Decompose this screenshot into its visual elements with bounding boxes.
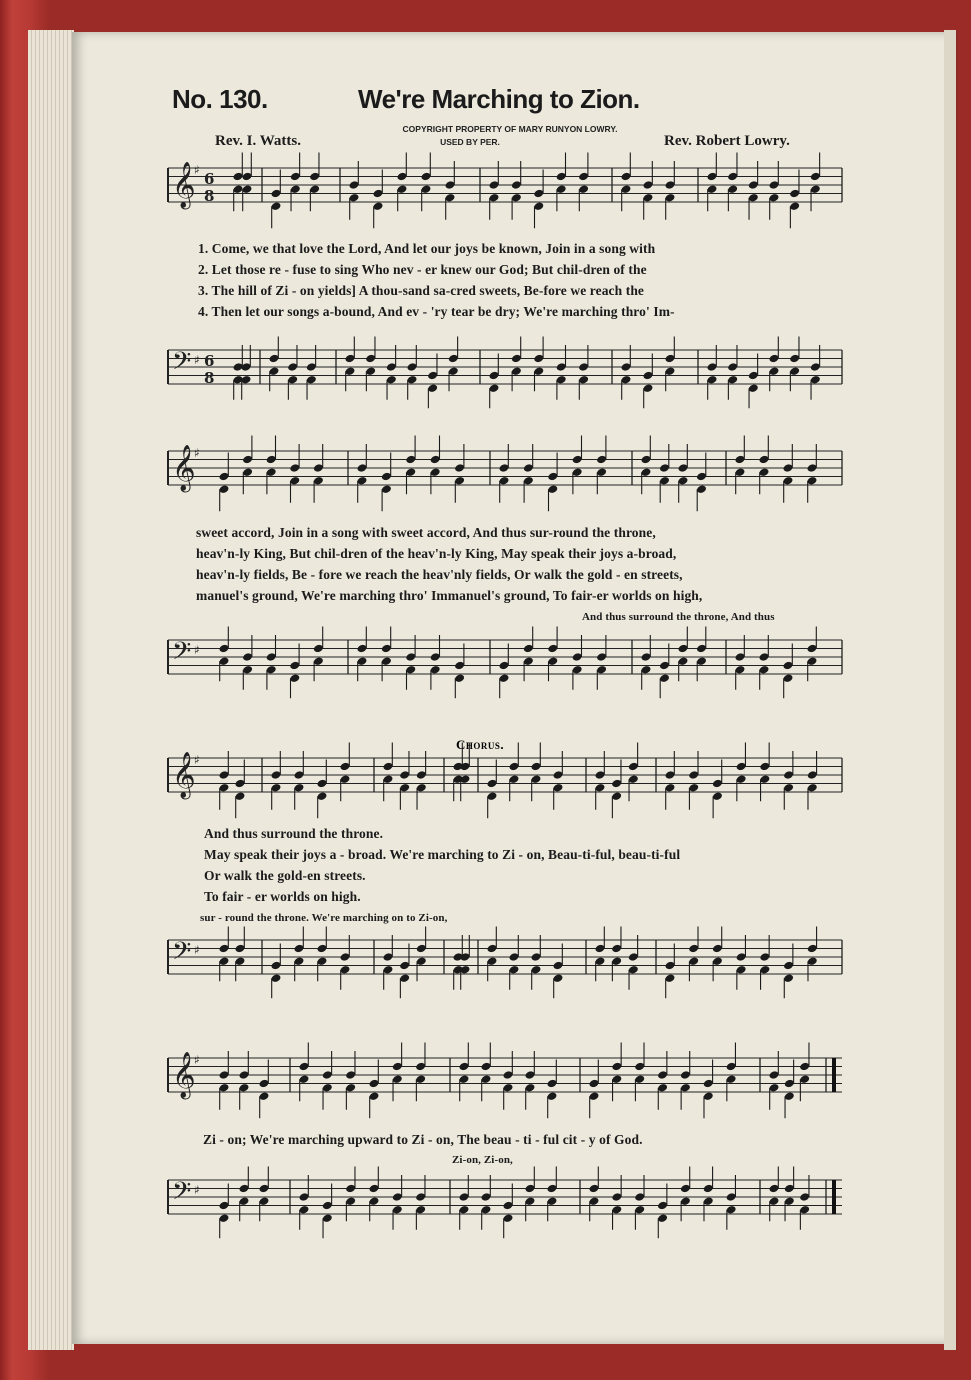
bass-cue-s3: sur - round the throne. We're marching on to Zi-on, <box>200 912 448 924</box>
treble-clef-icon: 𝄞 <box>172 1052 196 1098</box>
lyric-line-s3-v3: Or walk the gold-en streets. <box>204 868 366 883</box>
bass-clef-icon: 𝄢 <box>172 937 192 972</box>
lyric-line-s2-v4: manuel's ground, We're marching thro' Immanuel's ground, To fair-er worlds on high, <box>196 588 703 603</box>
composer-credit: Rev. Robert Lowry. <box>664 133 790 149</box>
lyric-line-s3-v2: May speak their joys a - broad. We're marching to Zi - on, Beau-ti-ful, beau-ti-ful <box>204 847 681 862</box>
copyright-notice: COPYRIGHT PROPERTY OF MARY RUNYON LOWRY. <box>402 124 618 134</box>
sharp-icon: ♯ <box>194 1053 200 1067</box>
lyric-line-s3-v1: And thus surround the throne. <box>204 826 384 841</box>
bass-clef-icon: 𝄢 <box>172 347 192 382</box>
bass-clef-icon: 𝄢 <box>172 637 192 672</box>
lyric-line-s1-v3: 3. The hill of Zi - on yields] A thou-sand sa-cred sweets, Be-fore we reach the <box>198 283 645 298</box>
sharp-icon: ♯ <box>194 643 200 657</box>
bass-cue-s2: And thus surround the throne, And thus <box>582 611 775 623</box>
time-signature: 8 <box>204 369 215 387</box>
treble-clef-icon: 𝄞 <box>172 162 196 208</box>
bass-cue-s4: Zi-on, Zi-on, <box>452 1154 513 1166</box>
hymn-number: No. 130. <box>172 84 268 114</box>
treble-clef-icon: 𝄞 <box>172 752 196 798</box>
lyric-line-s3-v4: To fair - er worlds on high. <box>204 889 361 904</box>
chorus-label: Chorus. <box>456 737 505 752</box>
lyric-line-s1-v2: 2. Let those re - fuse to sing Who nev - er knew our God; But chil-dren of the <box>198 262 647 277</box>
lyric-line-s1-v1: 1. Come, we that love the Lord, And let our joys be known, Join in a song with <box>198 241 656 256</box>
lyric-line-s2-v2: heav'n-ly King, But chil-dren of the heav'n-ly King, May speak their joys a-broad, <box>196 546 677 561</box>
lyric-line-s4: Zi - on; We're marching upward to Zi - on, The beau - ti - ful cit - y of God. <box>203 1132 643 1147</box>
sharp-icon: ♯ <box>194 353 200 367</box>
time-signature: 8 <box>204 187 215 205</box>
bass-clef-icon: 𝄢 <box>172 1177 192 1212</box>
treble-clef-icon: 𝄞 <box>172 445 196 491</box>
sharp-icon: ♯ <box>194 943 200 957</box>
sharp-icon: ♯ <box>194 1183 200 1197</box>
sharp-icon: ♯ <box>194 753 200 767</box>
time-signature: 6 <box>204 170 215 188</box>
lyric-line-s2-v3: heav'n-ly fields, Be - fore we reach the heav'nly fields, Or walk the gold - en streets, <box>196 567 683 582</box>
time-signature: 6 <box>204 352 215 370</box>
sharp-icon: ♯ <box>194 446 200 460</box>
permission-notice: USED BY PER. <box>440 137 500 147</box>
lyricist-credit: Rev. I. Watts. <box>215 133 301 149</box>
lyric-line-s2-v1: sweet accord, Join in a song with sweet accord, And thus sur-round the throne, <box>196 525 656 540</box>
lyric-line-s1-v4: 4. Then let our songs a-bound, And ev - 'ry tear be dry; We're marching thro' Im- <box>198 304 675 319</box>
sharp-icon: ♯ <box>194 163 200 177</box>
hymn-title: We're Marching to Zion. <box>358 84 640 114</box>
